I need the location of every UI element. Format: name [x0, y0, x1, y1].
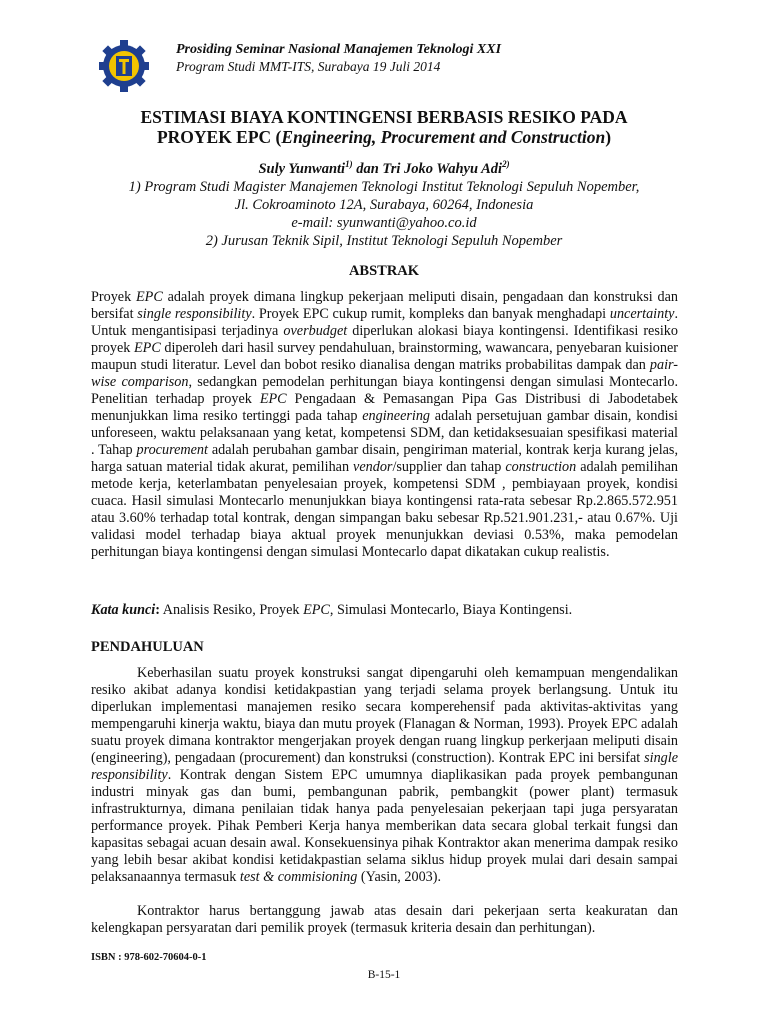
page-number: B-15-1 [367, 969, 401, 981]
author-names [0, 160, 768, 178]
body-text-part: (Yasin, 2003). [357, 869, 442, 885]
author-2-mark: 2) [502, 159, 510, 170]
abstract-text-part: . Untuk mengantisipasi terjadinya [91, 306, 679, 339]
abstract-text [91, 289, 678, 561]
title-line-2-italic: Engineering, Procurement and Construction [281, 127, 606, 147]
proceedings-venue: Program Studi MMT-ITS, Surabaya 19 Juli 2014 [176, 59, 441, 74]
abstract-text-part: diperoleh dari hasil survey pendahuluan, brainstorming, wawancara, penyebaran kuisioner maupun studi literatur. Level dan bobot resiko dianalisa dengan matriks probabilitas dampak dan [91, 340, 678, 373]
abstract-italic-part: uncertainty [609, 306, 675, 322]
abstract-italic-part: EPC [136, 289, 163, 305]
abstract-italic-part: single responsibility [137, 306, 252, 322]
abstract-italic-part: pair-wise comparison [91, 357, 678, 390]
abstract-heading: ABSTRAK [348, 263, 420, 279]
abstract-text-part: Pengadaan & Pemasangan Pipa Gas Distribusi di Jabodetabek menunjukkan lima resiko tertinggi pada tahap [91, 391, 678, 424]
keywords-italic: EPC [303, 602, 330, 618]
isbn: ISBN : 978-602-70604-0-1 [91, 952, 207, 963]
abstract-italic-part: procurement [136, 442, 208, 458]
abstract-italic-part: construction [505, 459, 577, 475]
keywords-label: Kata kunci [91, 602, 156, 618]
abstract-italic-part: engineering [362, 408, 431, 424]
keywords-colon: : [155, 602, 160, 618]
body-italic-part: single responsibility [91, 750, 678, 783]
abstract-text-part: adalah perubahan gambar disain, pengiriman material, kontrak kerja kurang jelas, harga satuan material tidak akurat, pemilihan [91, 442, 679, 475]
proceedings-title: Prosiding Seminar Nasional Manajemen Teknologi XXI [176, 42, 502, 57]
title-line-2 [0, 127, 768, 147]
body-paragraph-1 [91, 665, 678, 886]
title-line-1: ESTIMASI BIAYA KONTINGENSI BERBASIS RESIKO PADA [140, 107, 628, 127]
abstract-italic-part: overbudget [283, 323, 348, 339]
keywords-text: Analisis Resiko, Proyek [160, 602, 304, 618]
body-text-part: Keberhasilan suatu proyek konstruksi sangat dipengaruhi oleh kemampuan mengendalikan resiko akibat adanya kondisi ketidakpastian yang terjadi selama proyek berlangsung. Untuk itu diperlukan implementasi manajemen resiko secara komperehensif pada aktivitas-aktivitas yang mempengaruhi kinerja waktu, biaya dan mutu proyek (Flanagan & Norman, 1993). Proyek EPC adalah suatu proyek dimana kontraktor mengerjakan proyek dengan ruang lingkup perkerjaan meliputi disain (engineering), pengadaan (procurement) dan konstruksi (construction). Kontrak EPC ini bersifat [91, 665, 678, 766]
abstract-text-part: . Proyek EPC cukup rumit, kompleks dan banyak menghadapi [251, 306, 610, 322]
body-paragraph-2: Kontraktor harus bertanggung jawab atas desain dari pekerjaan serta keakuratan dan kelengkapan persyaratan dari pemilik proyek (termasuk kriteria desain dan perhitungan). [91, 903, 678, 936]
abstract-italic-part: vendor [353, 459, 393, 475]
abstract-italic-part: EPC [259, 391, 287, 407]
its-logo-icon [94, 40, 154, 92]
proceedings-header [176, 41, 696, 75]
affiliation-2: 2) Jurusan Teknik Sipil, Institut Teknologi Sepuluh Nopember [205, 233, 563, 249]
body-text-part: . Kontrak dengan Sistem EPC umumnya diaplikasikan pada proyek pembangunan industri minyak gas dan bumi, pembangunan pabrik, pembangkit (power plant) termasuk infrastrukturnya, dimana penilaian tidak hanya pada penyelesaian pekerjaan tapi juga persyaratan performance proyek. Pihak Pemberi Kerja hanya memberikan data secara global terkait fungsi dan kapasitas sebagai acuan desain awal. Konsekuensinya pihak Kontraktor akan menerima dampak resiko yang lebih besar akibat kondisi ketidakpastian selama siklus hidup proyek mulai dari desain sampai pelaksanaannya termasuk [91, 767, 678, 885]
abstract-text-part: adalah persetujuan gambar disain, kondisi unforeseen, waktu pelaksanaan yang ketat, kompetensi SDM, dan ketidaksesuaian spesifikasi material . Tahap [91, 408, 678, 458]
author-email: e-mail: syunwanti@yahoo.co.id [291, 215, 477, 231]
abstract-text-part: , sedangkan pemodelan perhitungan biaya kontingensi dengan simulasi Montecarlo. Penelitian terhadap proyek [91, 374, 678, 407]
affiliation-1-line-2: Jl. Cokroaminoto 12A, Surabaya, 60264, Indonesia [234, 197, 534, 213]
author-block [0, 160, 768, 250]
abstract-text-part: Proyek [91, 289, 137, 305]
title-line-2-main: PROYEK EPC ( [156, 127, 282, 147]
abstract-text-part: diperlukan alokasi biaya kontingensi. Identifikasi resiko proyek [91, 323, 678, 356]
affiliation-1-line-1: 1) Program Studi Magister Manajemen Teknologi Institut Teknologi Sepuluh Nopember, [128, 179, 640, 195]
author-2: dan Tri Joko Wahyu Adi [352, 161, 503, 177]
abstract-text-part: adalah pemilihan metode kerja, keterlambatan penyelesaian proyek, kompetensi SDM , pembiayaan proyek, kondisi cuaca. Hasil simulasi Montecarlo menunjukkan biaya kontingensi rata-rata sebesar Rp.2.865.572.951 atau 3.60% terhadap total kontrak, dengan simpangan baku sebesar Rp.521.901.231,- atau 0.67%. Uji validasi model terhadap biaya aktual proyek menunjukkan deviasi 0.53%, maka pemodelan perhitungan biaya kontingensi dengan simulasi Montecarlo dapat dikatakan cukup realistis. [91, 459, 678, 560]
title-line-2-end: ) [605, 127, 612, 147]
keywords [91, 602, 678, 619]
abstract-italic-part: EPC [133, 340, 161, 356]
section-heading: PENDAHULUAN [91, 639, 204, 655]
author-1-mark: 1) [345, 159, 353, 170]
abstract-text-part: adalah proyek dimana lingkup pekerjaan meliputi disain, pengadaan dan konstruksi dan bersifat [91, 289, 678, 322]
paper-title [0, 107, 768, 147]
body-italic-part: test & commisioning [239, 869, 358, 885]
author-1: Suly Yunwanti [258, 161, 346, 177]
abstract-text-part: /supplier dan tahap [392, 459, 506, 475]
keywords-text: , Simulasi Montecarlo, Biaya Kontingensi. [329, 602, 573, 618]
